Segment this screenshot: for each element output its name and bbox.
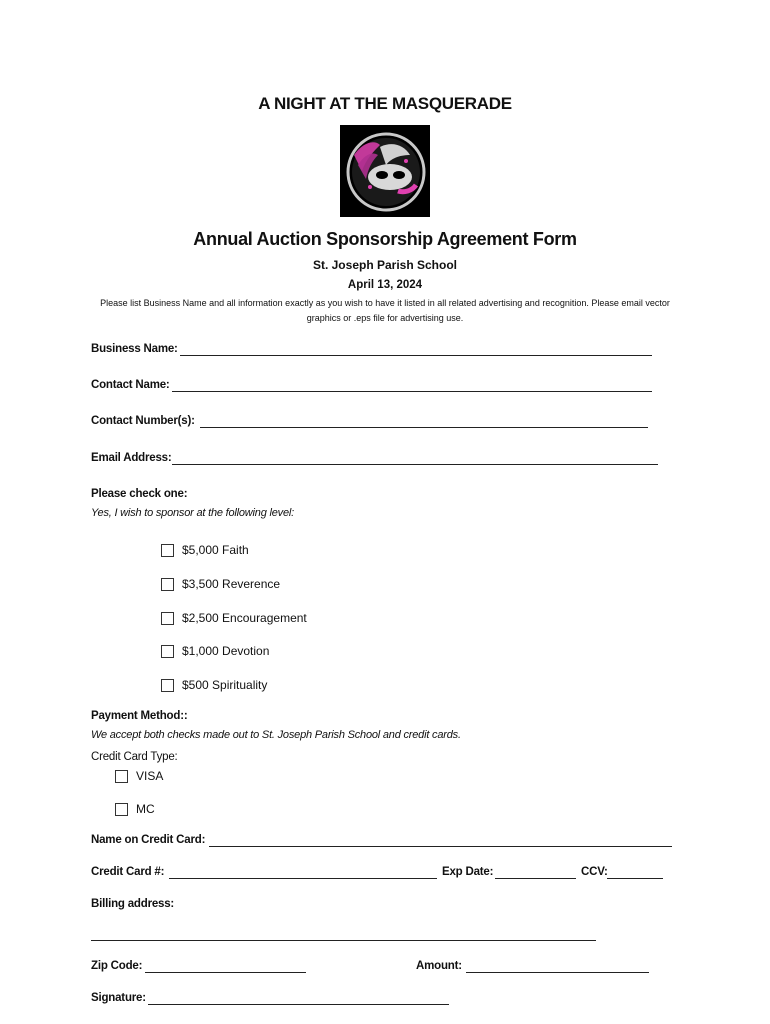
checkbox[interactable] [161, 679, 174, 692]
zip-code-label: Zip Code: [91, 960, 143, 972]
level-label: $5,000 Faith [182, 543, 249, 557]
contact-number-field[interactable] [200, 427, 648, 428]
event-title: A NIGHT AT THE MASQUERADE [258, 94, 512, 113]
contact-name-field[interactable] [172, 391, 652, 392]
card-type-visa[interactable] [115, 769, 163, 783]
level-option-5000[interactable] [161, 543, 249, 557]
card-number-label: Credit Card #: [91, 866, 165, 878]
amount-label: Amount: [416, 960, 462, 972]
billing-address-field[interactable] [91, 940, 596, 941]
payment-note: We accept both checks made out to St. Joseph Parish School and credit cards. [91, 729, 461, 741]
checkbox[interactable] [161, 612, 174, 625]
event-date: April 13, 2024 [347, 279, 423, 291]
name-on-card-label: Name on Credit Card: [91, 834, 206, 846]
level-option-500[interactable] [161, 678, 267, 692]
business-name-field[interactable] [180, 355, 652, 356]
card-number-field[interactable] [169, 878, 437, 879]
card-type-name: MC [136, 802, 155, 816]
checkbox[interactable] [115, 770, 128, 783]
billing-address-label: Billing address: [91, 898, 175, 910]
amount-field[interactable] [466, 972, 649, 973]
level-option-1000[interactable] [161, 644, 269, 658]
email-address-label: Email Address: [91, 452, 172, 464]
email-address-field[interactable] [172, 464, 658, 465]
check-one-heading: Please check one: [91, 488, 188, 500]
level-label: $3,500 Reverence [182, 577, 281, 591]
ccv-field[interactable] [607, 878, 663, 879]
instructions-text: Please list Business Name and all information exactly as you wish to have it listed in all related advertising and recognition. Please email vector graphics or .eps file for advertising use. [100, 298, 670, 323]
zip-code-field[interactable] [145, 972, 306, 973]
name-on-card-field[interactable] [209, 846, 672, 847]
checkbox[interactable] [115, 803, 128, 816]
card-type-name: VISA [136, 769, 164, 783]
card-type-label: Credit Card Type: [91, 751, 178, 763]
checkbox[interactable] [161, 544, 174, 557]
payment-method-heading: Payment Method:: [91, 710, 188, 722]
exp-date-field[interactable] [495, 878, 576, 879]
level-label: $500 Spirituality [182, 678, 268, 692]
signature-field[interactable] [148, 1004, 449, 1005]
signature-label: Signature: [91, 992, 146, 1004]
checkbox[interactable] [161, 645, 174, 658]
school-name: St. Joseph Parish School [312, 258, 458, 272]
level-option-3500[interactable] [161, 577, 280, 591]
business-name-label: Business Name: [91, 343, 178, 355]
level-option-2500[interactable] [161, 611, 307, 625]
card-type-mc[interactable] [115, 802, 155, 816]
exp-date-label: Exp Date: [442, 866, 494, 878]
contact-number-label: Contact Number(s): [91, 415, 195, 427]
form-title: Annual Auction Sponsorship Agreement Form [193, 229, 577, 249]
sponsor-level-subheading: Yes, I wish to sponsor at the following level: [91, 507, 294, 519]
checkbox[interactable] [161, 578, 174, 591]
level-label: $1,000 Devotion [182, 644, 270, 658]
contact-name-label: Contact Name: [91, 379, 170, 391]
ccv-label: CCV: [581, 866, 608, 878]
level-label: $2,500 Encouragement [182, 611, 307, 625]
masquerade-mask-logo-icon [340, 125, 430, 217]
